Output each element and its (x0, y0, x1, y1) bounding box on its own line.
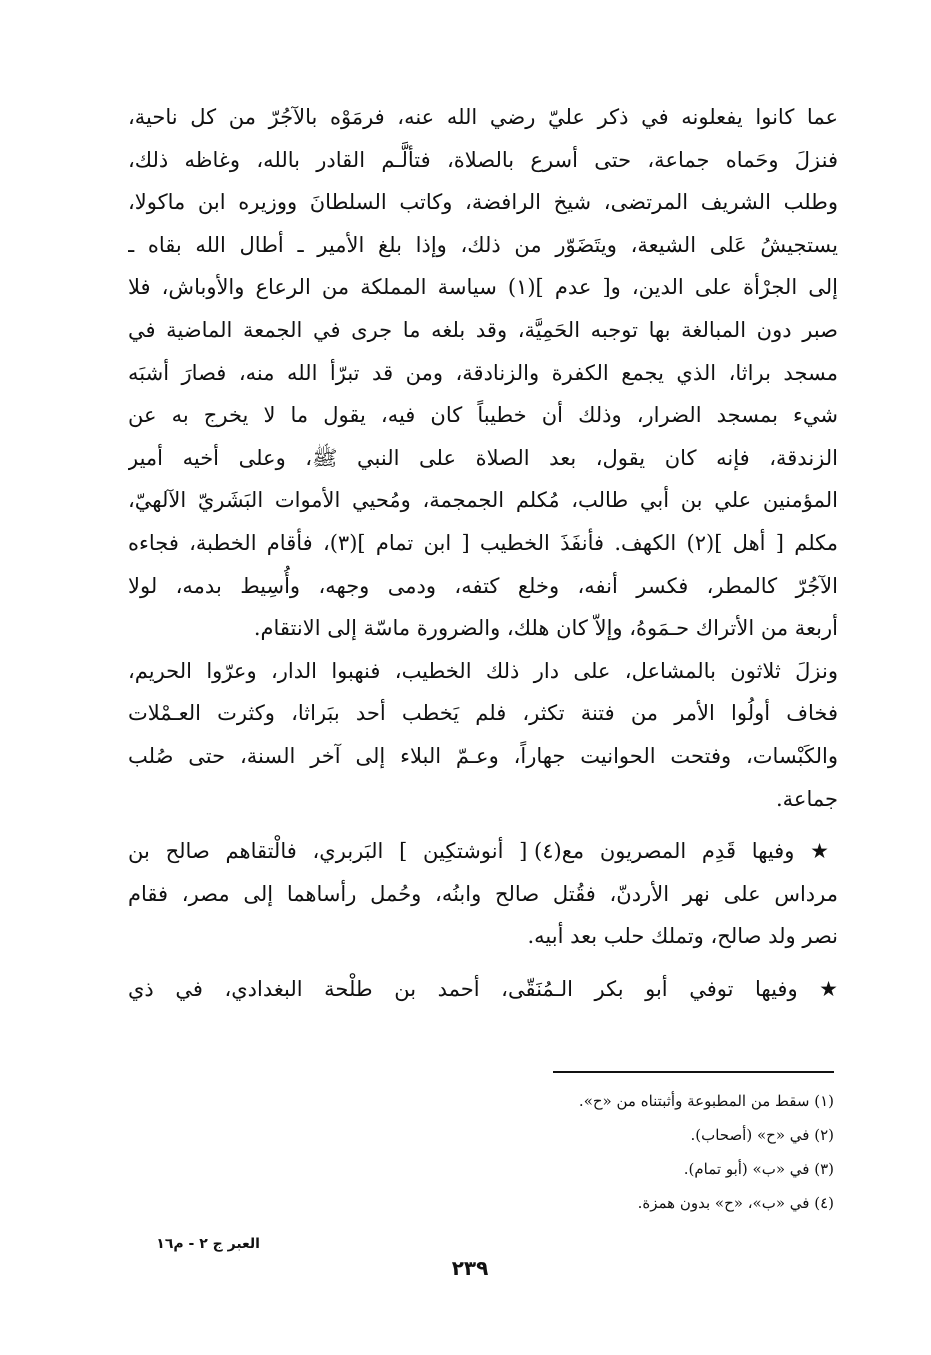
text-line: جماعة. (776, 786, 838, 811)
text-line: ★ وفيها توفي أبو بكر الـمُنَقّى، أحمد بن طلْحة البغدادي، في ذي (128, 976, 838, 1001)
text-line: يستجيشُ عَلى الشيعة، ويتَضَوّر من ذلك، وإذا بلغ الأمير ـ أطال الله بقاه ـ (128, 232, 838, 257)
footnote-separator (553, 1071, 834, 1073)
text-line: مسجد براثا، الذي يجمع الكفرة والزنادقة، ومن قد تبرّأ الله منه، فصارَ أشبَه (128, 360, 838, 385)
footnote-2: (٢) في «ح» (أصحاب). (690, 1126, 834, 1144)
text-line: فخاف أولُوا الأمر من فتنة تكثر، فلم يَخطب أحد ببَراثا، وكثرت العـمْلات (128, 701, 838, 726)
main-text (128, 96, 838, 1010)
text-line: فنزلَ وحَماه جماعة، حتى أسرع بالصلاة، فتألَّـم القادر بالله، وغاظه ذلك، (128, 147, 838, 172)
text-line: شيء بمسجد الضرار، وذلك أن خطيباً كان فيه، يقول ما لا يخرج به عن (128, 403, 838, 428)
text-line: والكَبْسات، وفتحت الحوانيت جهاراً، وعـمّ البلاء إلى آخر السنة، حتى صُلب (128, 743, 838, 768)
page-number: ٢٣٩ (451, 1256, 489, 1280)
text-line: وطلب الشريف المرتضى، شيخ الرافضة، وكاتب السلطانَ ووزيره ابن ماكولا، (128, 190, 838, 215)
text-line: إلى الجرْأة على الدين، و[ عدم ](١) سياسة المملكة من الرعاع والأوباش، فلا (128, 275, 838, 300)
text-line: ★ وفيها قَدِم المصريون مع(٤) [ أنوشتكِين ] البَربري، فالْتقاهم صالح بن (128, 839, 838, 864)
footnote-3: (٣) في «ب» (أبو تمام). (683, 1160, 834, 1178)
text-line: عما كانوا يفعلونه في ذكر عليّ رضي الله عنه، فرمَوْه بالآجُرّ من كل ناحية، (128, 105, 838, 129)
text-line: مكلم [ أهل ](٢) الكهف. فأنفَذَ الخطيب [ ابن تمام ](٣)، فأقام الخطبة، فجاءه (128, 530, 838, 555)
printer-signature: العبر ج ٢ - م١٦ (156, 1236, 260, 1252)
paragraph-3 (128, 968, 838, 1011)
text-line: صبر دون المبالغة بها توجبه الحَمِيَّة، وقد بلغه ما جرى في الجمعة الماضية في (128, 317, 838, 342)
text-line: مرداس على نهر الأردنّ، فقُتل صالح وابنُه، وحُمل رأساهما إلى مصر، فقام (128, 881, 838, 906)
text-line: الزندقة، فإنه كان يقول، بعد الصلاة على النبي ﷺ، وعلى أخيه أمير (128, 445, 838, 470)
text-line: ونزلَ ثلاثون بالمشاعل، على دار ذلك الخطيب، فنهبوا الدار، وعرّوا الحريم، (128, 658, 838, 683)
footnote-4: (٤) في «ب»، «ح» بدون همزة. (637, 1194, 834, 1212)
paragraph-gap (128, 820, 838, 830)
text-line: أربعة من الأتراك حـمَوهُ، وإلاّ كان هلك، والضرورة ماسّة إلى الانتقام. (253, 616, 838, 641)
paragraph-gap (128, 958, 838, 968)
footnote-1: (١) سقط من المطبوعة وأثبتناه من «ح». (578, 1092, 834, 1110)
text-line: المؤمنين علي بن أبي طالب، مُكلم الجمجمة، ومُحيي الأموات البَشَريّ الآلهيّ، (128, 488, 838, 513)
text-line: الآجُرّ كالمطر، فكسر أنفه، وخلع كتفه، ودمى وجهه، وأُسِيط بدمه، لولا (128, 573, 838, 598)
footnotes (500, 1084, 834, 1220)
text-line: نصر ولد صالح، وتملك حلب بعد أبيه. (527, 924, 838, 949)
paragraph-2 (128, 830, 838, 958)
paragraph-1 (128, 96, 838, 820)
